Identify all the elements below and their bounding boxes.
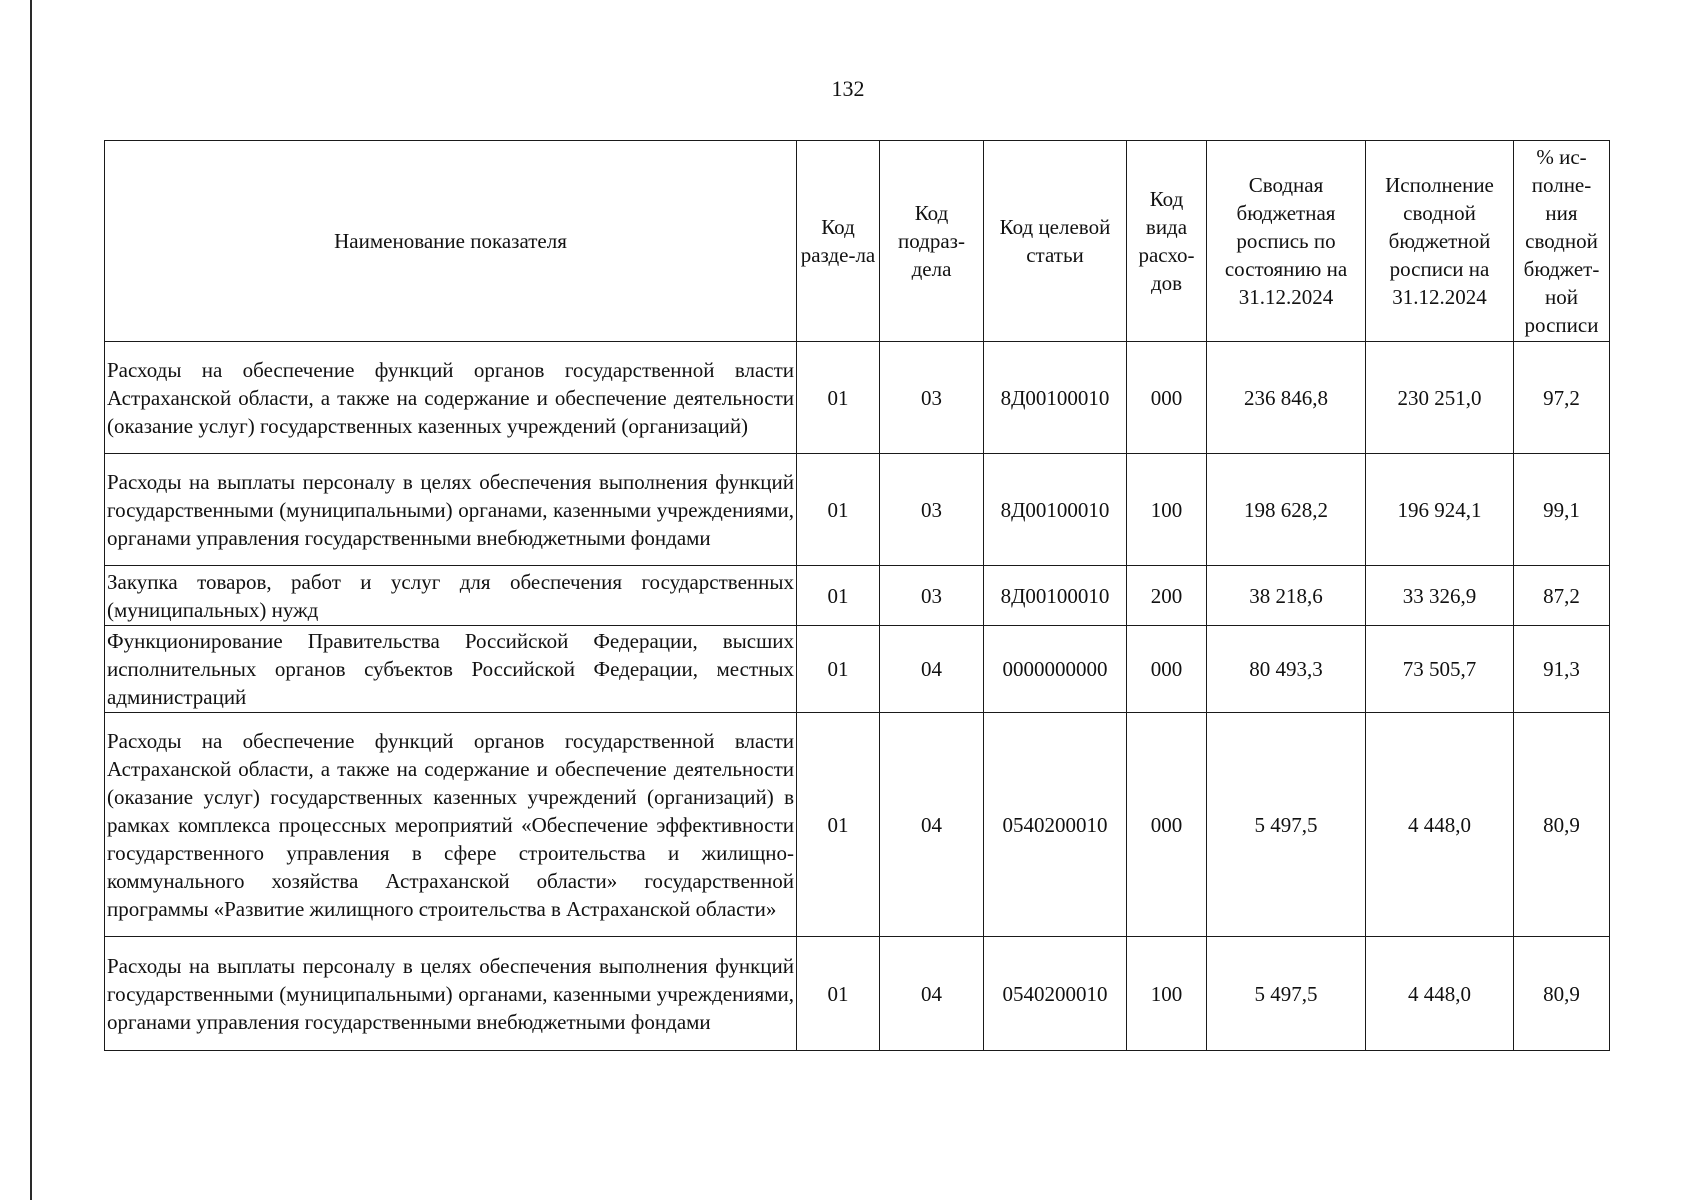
row-pct: 97,2 xyxy=(1514,342,1610,454)
table-row xyxy=(105,342,1610,454)
row-name: Функционирование Правительства Российской Федерации, высших исполнительных органов субъектов Российской Федерации, местных администраций xyxy=(105,626,797,713)
row-name: Расходы на обеспечение функций органов государственной власти Астраханской области, а также на содержание и обеспечение деятельности (оказание услуг) государственных казенных учреждений (организаций) в рамках комплекса процессных мероприятий «Обеспечение эффективности государственного управления в сфере строительства и жилищно-коммунального хозяйства Астраханской области» государственной программы «Развитие жилищного строительства в Астраханской области» xyxy=(105,713,797,937)
header-target-code: Код целевой статьи xyxy=(984,141,1127,342)
row-plan: 236 846,8 xyxy=(1207,342,1366,454)
row-plan: 80 493,3 xyxy=(1207,626,1366,713)
row-exec: 4 448,0 xyxy=(1366,713,1514,937)
table-row xyxy=(105,713,1610,937)
row-subsection: 03 xyxy=(880,566,984,626)
row-section: 01 xyxy=(797,454,880,566)
row-exec: 33 326,9 xyxy=(1366,566,1514,626)
row-target: 0540200010 xyxy=(984,713,1127,937)
row-plan: 5 497,5 xyxy=(1207,713,1366,937)
row-type: 100 xyxy=(1127,937,1207,1051)
row-exec: 196 924,1 xyxy=(1366,454,1514,566)
row-section: 01 xyxy=(797,342,880,454)
header-execution: Исполнение сводной бюджетной росписи на 31.12.2024 xyxy=(1366,141,1514,342)
row-subsection: 03 xyxy=(880,454,984,566)
row-name: Расходы на обеспечение функций органов государственной власти Астраханской области, а также на содержание и обеспечение деятельности (оказание услуг) государственных казенных учреждений (организаций) xyxy=(105,342,797,454)
row-section: 01 xyxy=(797,713,880,937)
row-subsection: 03 xyxy=(880,342,984,454)
row-exec: 230 251,0 xyxy=(1366,342,1514,454)
header-expense-type-code: Код вида расхо-дов xyxy=(1127,141,1207,342)
row-pct: 99,1 xyxy=(1514,454,1610,566)
header-section-code: Код разде-ла xyxy=(797,141,880,342)
table-row xyxy=(105,566,1610,626)
page-number: 132 xyxy=(831,76,865,101)
row-type: 000 xyxy=(1127,626,1207,713)
row-exec: 4 448,0 xyxy=(1366,937,1514,1051)
row-name: Расходы на выплаты персоналу в целях обеспечения выполнения функций государственными (муниципальными) органами, казенными учреждениями, органами управления государственными внебюджетными фондами xyxy=(105,937,797,1051)
row-section: 01 xyxy=(797,937,880,1051)
header-percent: % ис-полне-ния сводной бюджет-ной росписи xyxy=(1514,141,1610,342)
table-row xyxy=(105,626,1610,713)
row-target: 0000000000 xyxy=(984,626,1127,713)
row-pct: 80,9 xyxy=(1514,713,1610,937)
row-section: 01 xyxy=(797,566,880,626)
row-plan: 198 628,2 xyxy=(1207,454,1366,566)
row-target: 8Д00100010 xyxy=(984,566,1127,626)
row-type: 000 xyxy=(1127,342,1207,454)
row-target: 8Д00100010 xyxy=(984,454,1127,566)
table-header-row xyxy=(105,141,1610,342)
row-type: 200 xyxy=(1127,566,1207,626)
header-budget-plan: Сводная бюджетная роспись по состоянию на 31.12.2024 xyxy=(1207,141,1366,342)
row-pct: 80,9 xyxy=(1514,937,1610,1051)
row-exec: 73 505,7 xyxy=(1366,626,1514,713)
row-section: 01 xyxy=(797,626,880,713)
budget-table xyxy=(104,140,1610,1051)
table-row xyxy=(105,454,1610,566)
header-name: Наименование показателя xyxy=(105,141,797,342)
row-subsection: 04 xyxy=(880,937,984,1051)
header-subsection-code: Код подраз-дела xyxy=(880,141,984,342)
row-target: 8Д00100010 xyxy=(984,342,1127,454)
page-margin-line xyxy=(30,0,32,1200)
row-type: 000 xyxy=(1127,713,1207,937)
row-name: Закупка товаров, работ и услуг для обеспечения государственных (муниципальных) нужд xyxy=(105,566,797,626)
row-plan: 38 218,6 xyxy=(1207,566,1366,626)
table-row xyxy=(105,937,1610,1051)
row-pct: 87,2 xyxy=(1514,566,1610,626)
row-name: Расходы на выплаты персоналу в целях обеспечения выполнения функций государственными (муниципальными) органами, казенными учреждениями, органами управления государственными внебюджетными фондами xyxy=(105,454,797,566)
row-plan: 5 497,5 xyxy=(1207,937,1366,1051)
row-type: 100 xyxy=(1127,454,1207,566)
row-subsection: 04 xyxy=(880,713,984,937)
row-subsection: 04 xyxy=(880,626,984,713)
row-pct: 91,3 xyxy=(1514,626,1610,713)
row-target: 0540200010 xyxy=(984,937,1127,1051)
